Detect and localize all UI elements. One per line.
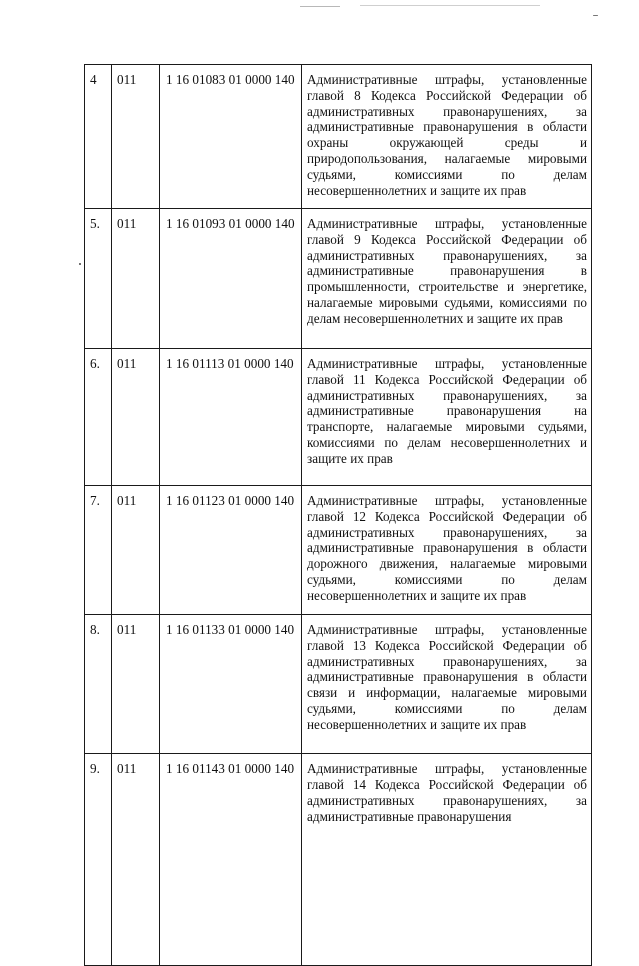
fine-description: Административные штрафы, установленные главой 12 Кодекса Российской Федерации об административных правонарушениях, за административные правонарушения в области дорожного движения, налагаемые мировыми судьями, комиссиями по делам несовершеннолетних и защите их прав (302, 486, 592, 615)
scan-artifact (360, 5, 540, 6)
budget-classification-code: 1 16 01083 01 0000 140 (160, 65, 302, 209)
scan-speck (593, 15, 598, 16)
row-number: 4 (85, 65, 112, 209)
table-row (85, 209, 592, 349)
budget-classification-code: 1 16 01143 01 0000 140 (160, 754, 302, 966)
scan-artifact (300, 6, 340, 7)
admin-code: 011 (112, 754, 160, 966)
budget-classification-code: 1 16 01113 01 0000 140 (160, 349, 302, 486)
row-number: 7. (85, 486, 112, 615)
table-row (85, 615, 592, 754)
admin-code: 011 (112, 209, 160, 349)
admin-code: 011 (112, 65, 160, 209)
scan-speck (79, 263, 81, 265)
table-row (85, 65, 592, 209)
row-number: 8. (85, 615, 112, 754)
admin-code: 011 (112, 349, 160, 486)
budget-classification-code: 1 16 01133 01 0000 140 (160, 615, 302, 754)
fines-table (84, 64, 592, 966)
table-row (85, 486, 592, 615)
row-number: 5. (85, 209, 112, 349)
admin-code: 011 (112, 615, 160, 754)
table-row (85, 349, 592, 486)
fine-description: Административные штрафы, установленные главой 14 Кодекса Российской Федерации об административных правонарушениях, за административные правонарушения (302, 754, 592, 966)
fine-description: Административные штрафы, установленные главой 13 Кодекса Российской Федерации об административных правонарушениях, за административные правонарушения в области связи и информации, налагаемые мировыми судьями, комиссиями по делам несовершеннолетних и защите их прав (302, 615, 592, 754)
fine-description: Административные штрафы, установленные главой 8 Кодекса Российской Федерации об административных правонарушениях, за административные правонарушения в области охраны окружающей среды и природопользования, налагаемые мировыми судьями, комиссиями по делам несовершеннолетних и защите их прав (302, 65, 592, 209)
fine-description: Административные штрафы, установленные главой 9 Кодекса Российской Федерации об административных правонарушениях, за административные правонарушения в промышленности, строительстве и энергетике, налагаемые мировыми судьями, комиссиями по делам несовершеннолетних и защите их прав (302, 209, 592, 349)
row-number: 9. (85, 754, 112, 966)
fine-description: Административные штрафы, установленные главой 11 Кодекса Российской Федерации об административных правонарушениях, за административные правонарушения на транспорте, налагаемые мировыми судьями, комиссиями по делам несовершеннолетних и защите их прав (302, 349, 592, 486)
budget-classification-code: 1 16 01093 01 0000 140 (160, 209, 302, 349)
admin-code: 011 (112, 486, 160, 615)
table-row (85, 754, 592, 966)
budget-classification-code: 1 16 01123 01 0000 140 (160, 486, 302, 615)
row-number: 6. (85, 349, 112, 486)
